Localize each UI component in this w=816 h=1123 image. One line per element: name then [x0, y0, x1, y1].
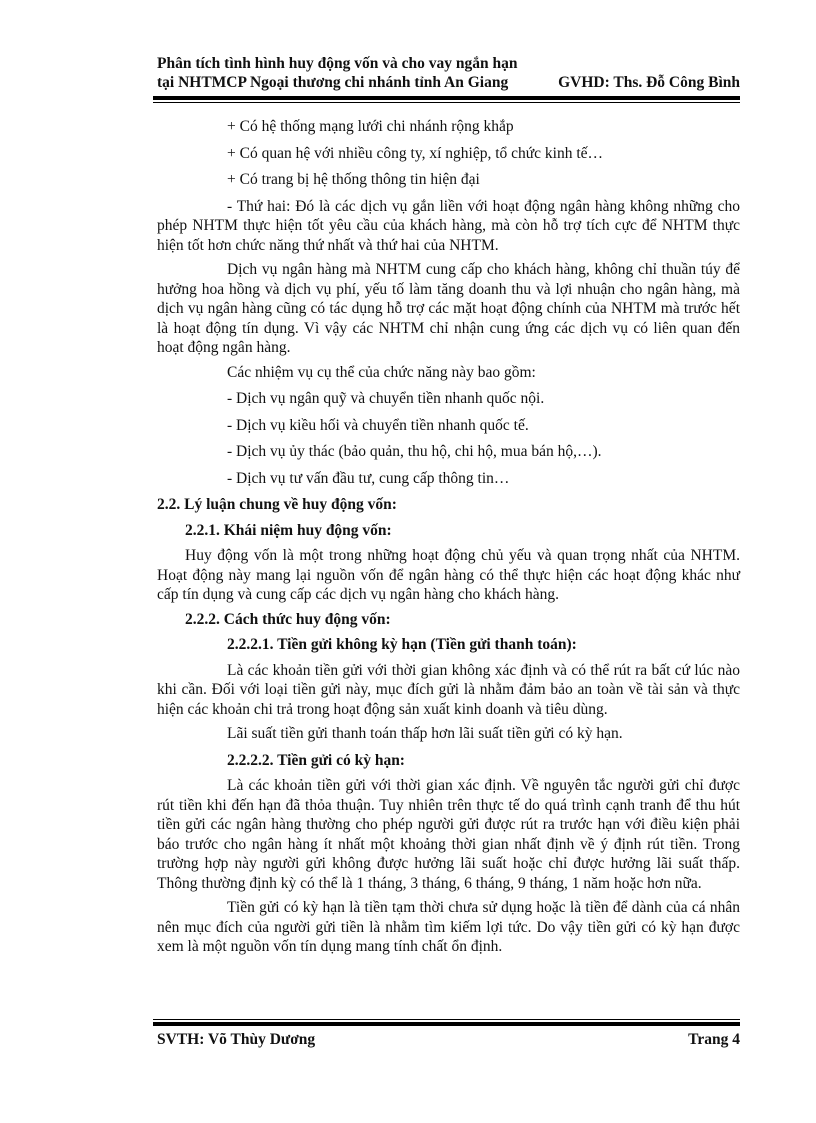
paragraph: Huy động vốn là một trong những hoạt động chủ yếu và quan trọng nhất của NHTM. Hoạt động này mang lại nguồn vốn để ngân hàng có thể thực hiện các hoạt động khác như cấp tín dụng và cung cấp các dịch vụ ngân hàng cho khách hàng.: [157, 547, 740, 603]
header-rule-thick: [153, 96, 740, 100]
page-footer: [157, 1031, 740, 1049]
subsubsection-heading: 2.2.2.1. Tiền gửi không kỳ hạn (Tiền gửi thanh toán):: [227, 636, 577, 653]
paragraph: Dịch vụ ngân hàng mà NHTM cung cấp cho khách hàng, không chỉ thuần túy để hưởng hoa hồng và dịch vụ phí, yếu tố làm tăng doanh thu và lợi nhuận cho ngân hàng, mà dịch vụ ngân hàng cũng có tác dụng hỗ trợ các mặt hoạt động chính của NHTM mà trước hết là hoạt động tín dụng. Vì vậy các NHTM chỉ nhận cung ứng các dịch vụ có liên quan đến hoạt động ngân hàng.: [157, 261, 740, 356]
bullet-item: + Có trang bị hệ thống thông tin hiện đại: [227, 171, 480, 188]
subsubsection-heading: 2.2.2.2. Tiền gửi có kỳ hạn:: [227, 751, 405, 769]
task-item: - Dịch vụ tư vấn đầu tư, cung cấp thông tin…: [227, 469, 510, 487]
subsection-heading: 2.2.1. Khái niệm huy động vốn:: [185, 521, 392, 539]
page-body: [157, 117, 740, 962]
paragraph: - Thứ hai: Đó là các dịch vụ gắn liền với hoạt động ngân hàng không những cho phép NHTM thực hiện tốt yêu cầu của khách hàng, mà còn hỗ trợ tích cực để NHTM thực hiện tốt hơn chức năng thứ nhất và thứ hai của NHTM.: [157, 197, 740, 254]
footer-rule-thick: [153, 1022, 740, 1026]
header-advisor: GVHD: Ths. Đỗ Công Bình: [558, 74, 740, 91]
bullet-item: + Có hệ thống mạng lưới chi nhánh rộng khắp: [227, 118, 514, 135]
subsection-heading: 2.2.2. Cách thức huy động vốn:: [185, 610, 391, 628]
footer-page-number: Trang 4: [688, 1031, 740, 1048]
paragraph: Tiền gửi có kỳ hạn là tiền tạm thời chưa sử dụng hoặc là tiền để dành của cá nhân nên mục đích của người gửi tiền là nhằm tìm kiếm lợi tức. Do vậy tiền gửi có kỳ hạn được xem là một nguồn vốn tín dụng mang tính chất ổn định.: [157, 899, 740, 955]
bullet-item: + Có quan hệ với nhiều công ty, xí nghiệp, tổ chức kinh tế…: [227, 144, 604, 162]
header-title-line1: Phân tích tình hình huy động vốn và cho vay ngắn hạn: [157, 55, 518, 72]
task-item: - Dịch vụ ngân quỹ và chuyển tiền nhanh quốc nội.: [227, 390, 545, 407]
section-heading: 2.2. Lý luận chung về huy động vốn:: [157, 496, 397, 513]
task-item: - Dịch vụ ủy thác (bảo quản, thu hộ, chi hộ, mua bán hộ,…).: [227, 443, 602, 460]
paragraph: Lãi suất tiền gửi thanh toán thấp hơn lãi suất tiền gửi có kỳ hạn.: [227, 725, 623, 742]
header-title-line2: tại NHTMCP Ngoại thương chi nhánh tỉnh An Giang: [157, 74, 509, 91]
tasks-intro: Các nhiệm vụ cụ thể của chức năng này bao gồm:: [227, 363, 536, 381]
header-rule-thin: [153, 102, 740, 103]
page-header: [157, 54, 740, 92]
task-item: - Dịch vụ kiều hối và chuyển tiền nhanh quốc tế.: [227, 416, 529, 434]
footer-student: SVTH: Võ Thùy Dương: [157, 1031, 316, 1048]
paragraph: Là các khoản tiền gửi với thời gian không xác định và có thể rút ra bất cứ lúc nào khi cần. Đối với loại tiền gửi này, mục đích gửi là nhằm đảm bảo an toàn về tài sản và thực hiện các khoản chi trả trong hoạt động sản xuất kinh doanh và tiêu dùng.: [157, 661, 740, 718]
paragraph: Là các khoản tiền gửi với thời gian xác định. Về nguyên tắc người gửi chỉ được rút tiền khi đến hạn đã thỏa thuận. Tuy nhiên trên thực tế do quá trình cạnh tranh để thu hút tiền gửi các ngân hàng thường cho phép người gửi được rút ra trước hạn với điều kiện phải báo trước cho ngân hàng ít nhất một khoảng thời gian nhất định về ý định rút tiền. Trong trường hợp này người gửi không được hưởng lãi suất hoặc chỉ được hưởng lãi suất thấp. Thông thường định kỳ có thể là 1 tháng, 3 tháng, 6 tháng, 9 tháng, 1 năm hoặc hơn nữa.: [157, 777, 740, 892]
footer-rule-thin: [153, 1019, 740, 1020]
